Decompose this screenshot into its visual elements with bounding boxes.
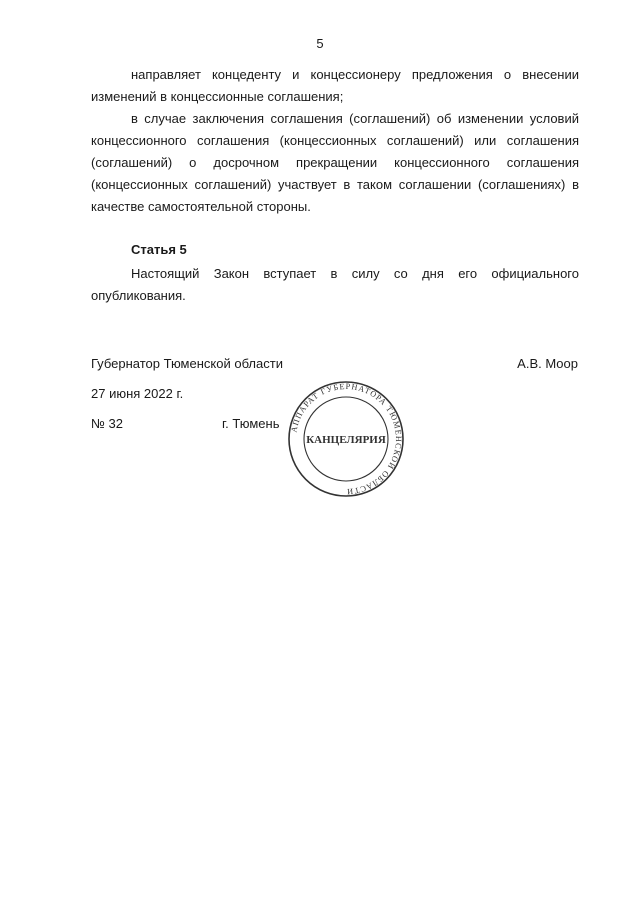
article-body <box>91 263 579 307</box>
article-text: Настоящий Закон вступает в силу со дня его официального опубликования. <box>91 266 579 303</box>
document-number: № 32 <box>91 416 124 431</box>
signing-date: 27 июня 2022 г. <box>91 386 184 401</box>
paragraph-agreements: в случае заключения соглашения (соглашений) об изменении условий концессионного соглашения (концессионных соглашений) или соглашения (соглашений) о досрочном прекращении концессионного соглашения (концессионных соглашений) участвует в таком соглашении (соглашениях) в качестве самостоятельной стороны. <box>91 111 579 214</box>
signatory-name: А.В. Моор <box>517 356 578 371</box>
signatory-position: Губернатор Тюменской области <box>91 356 283 371</box>
office-stamp <box>283 380 409 498</box>
signing-city: г. Тюмень <box>222 416 280 431</box>
article-heading: Статья 5 <box>131 242 187 257</box>
body-text-section <box>91 64 579 218</box>
stamp-outer-text: АППАРАТ ГУБЕРНАТОРА ТЮМЕНСКОЙ ОБЛАСТИ <box>289 381 404 497</box>
paragraph-proposals: направляет концеденту и концессионеру предложения о внесении изменений в концессионные соглашения; <box>91 67 579 104</box>
page-number: 5 <box>316 36 324 51</box>
stamp-center-text: КАНЦЕЛЯРИЯ <box>306 434 386 446</box>
